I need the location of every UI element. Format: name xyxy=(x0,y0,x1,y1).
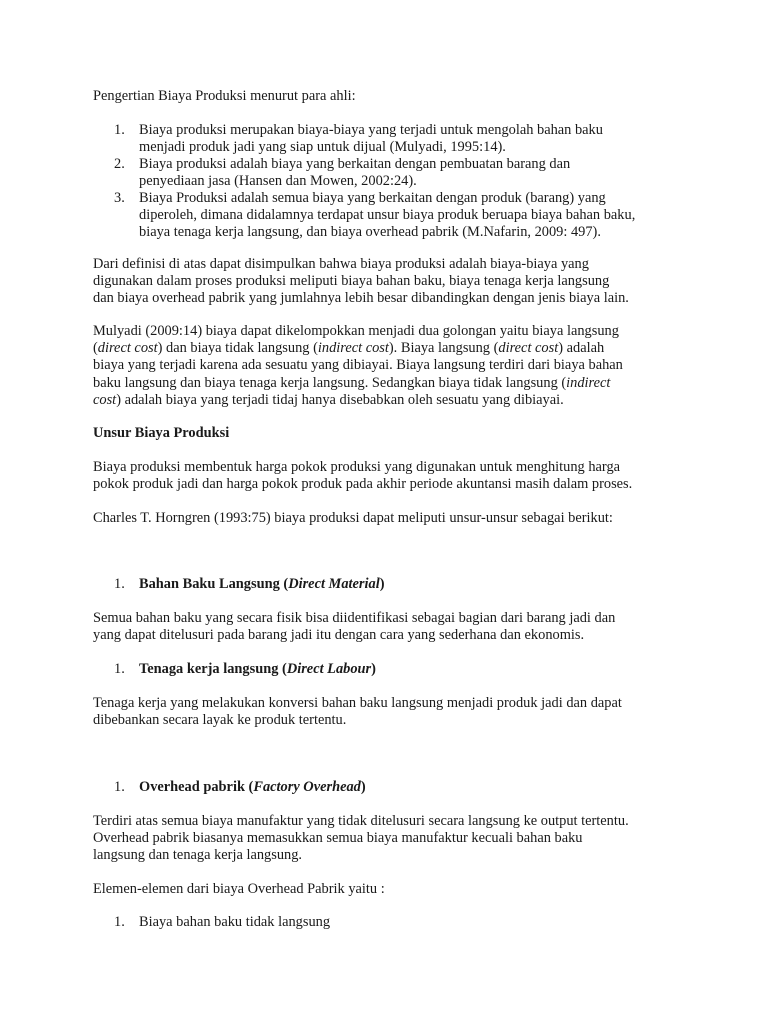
list-text: Biaya produksi adalah biaya yang berkaitan dengan pembuatan barang dan penyediaan jasa (Hansen dan Mowen, 2002:24). xyxy=(139,156,571,190)
intro-line: Pengertian Biaya Produksi menurut para ahli: xyxy=(93,88,356,104)
conclusion-paragraph: Dari definisi di atas dapat disimpulkan bahwa biaya produksi adalah biaya-biaya yang digunakan dalam proses produksi meliputi biaya bahan baku, biaya tenaga kerja langsung dan biaya overhead pabrik yang jumlahnya lebih besar dibandingkan dengan jenis biaya lain. xyxy=(93,256,629,307)
item3-paragraph: Terdiri atas semua biaya manufaktur yang tidak ditelusuri secara langsung ke output tertentu. Overhead pabrik biasanya memasukkan semua biaya manufaktur kecuali bahan baku langsung dan tenaga kerja langsung. xyxy=(93,813,629,864)
elemen-line: Elemen-elemen dari biaya Overhead Pabrik yaitu : xyxy=(93,881,385,897)
list-number: 1. xyxy=(114,661,125,677)
item2-paragraph: Tenaga kerja yang melakukan konversi bahan baku langsung menjadi produk jadi dan dapat dibebankan secara layak ke produk tertentu. xyxy=(93,695,622,729)
list-heading: Overhead pabrik (Factory Overhead) xyxy=(139,779,366,795)
list-number: 1. xyxy=(114,779,125,795)
list-number: 2. xyxy=(114,156,125,172)
list-text: Biaya Produksi adalah semua biaya yang berkaitan dengan produk (barang) yang diperoleh, dimana didalamnya terdapat unsur biaya produk beruapa biaya bahan baku, biaya tenaga kerja langsung, dan biaya overhead pabrik (M.Nafarin, 2009: 497). xyxy=(139,190,636,241)
list-number: 3. xyxy=(114,190,125,206)
list-heading: Bahan Baku Langsung (Direct Material) xyxy=(139,576,385,592)
list-text: Biaya bahan baku tidak langsung xyxy=(139,914,331,930)
list-number: 1. xyxy=(114,122,125,138)
section-heading-unsur: Unsur Biaya Produksi xyxy=(93,425,230,441)
list-number: 1. xyxy=(114,576,125,592)
horngren-line: Charles T. Horngren (1993:75) biaya produksi dapat meliputi unsur-unsur sebagai berikut: xyxy=(93,510,613,526)
unsur-paragraph: Biaya produksi membentuk harga pokok produksi yang digunakan untuk menghitung harga pokok produk jadi dan harga pokok produk pada akhir periode akuntansi masih dalam proses. xyxy=(93,459,633,493)
mulyadi-paragraph: Mulyadi (2009:14) biaya dapat dikelompokkan menjadi dua golongan yaitu biaya langsung (direct cost) dan biaya tidak langsung (indirect cost). Biaya langsung (direct cost) adalah biaya yang terjadi karena ada sesuatu yang dibiayai. Biaya langsung terdiri dari biaya bahan baku langsung dan biaya tenaga kerja langsung. Sedangkan biaya tidak langsung (indirect cost) adalah biaya yang terjadi tidaj hanya disebabkan oleh sesuatu yang dibiayai. xyxy=(93,323,623,408)
list-number: 1. xyxy=(114,914,125,930)
list-heading: Tenaga kerja langsung (Direct Labour) xyxy=(139,661,376,677)
item1-paragraph: Semua bahan baku yang secara fisik bisa diidentifikasi sebagai bagian dari barang jadi dan yang dapat ditelusuri pada barang jadi itu dengan cara yang sederhana dan ekonomis. xyxy=(93,610,616,644)
list-text: Biaya produksi merupakan biaya-biaya yang terjadi untuk mengolah bahan baku menjadi produk jadi yang siap untuk dijual (Mulyadi, 1995:14). xyxy=(139,122,603,156)
